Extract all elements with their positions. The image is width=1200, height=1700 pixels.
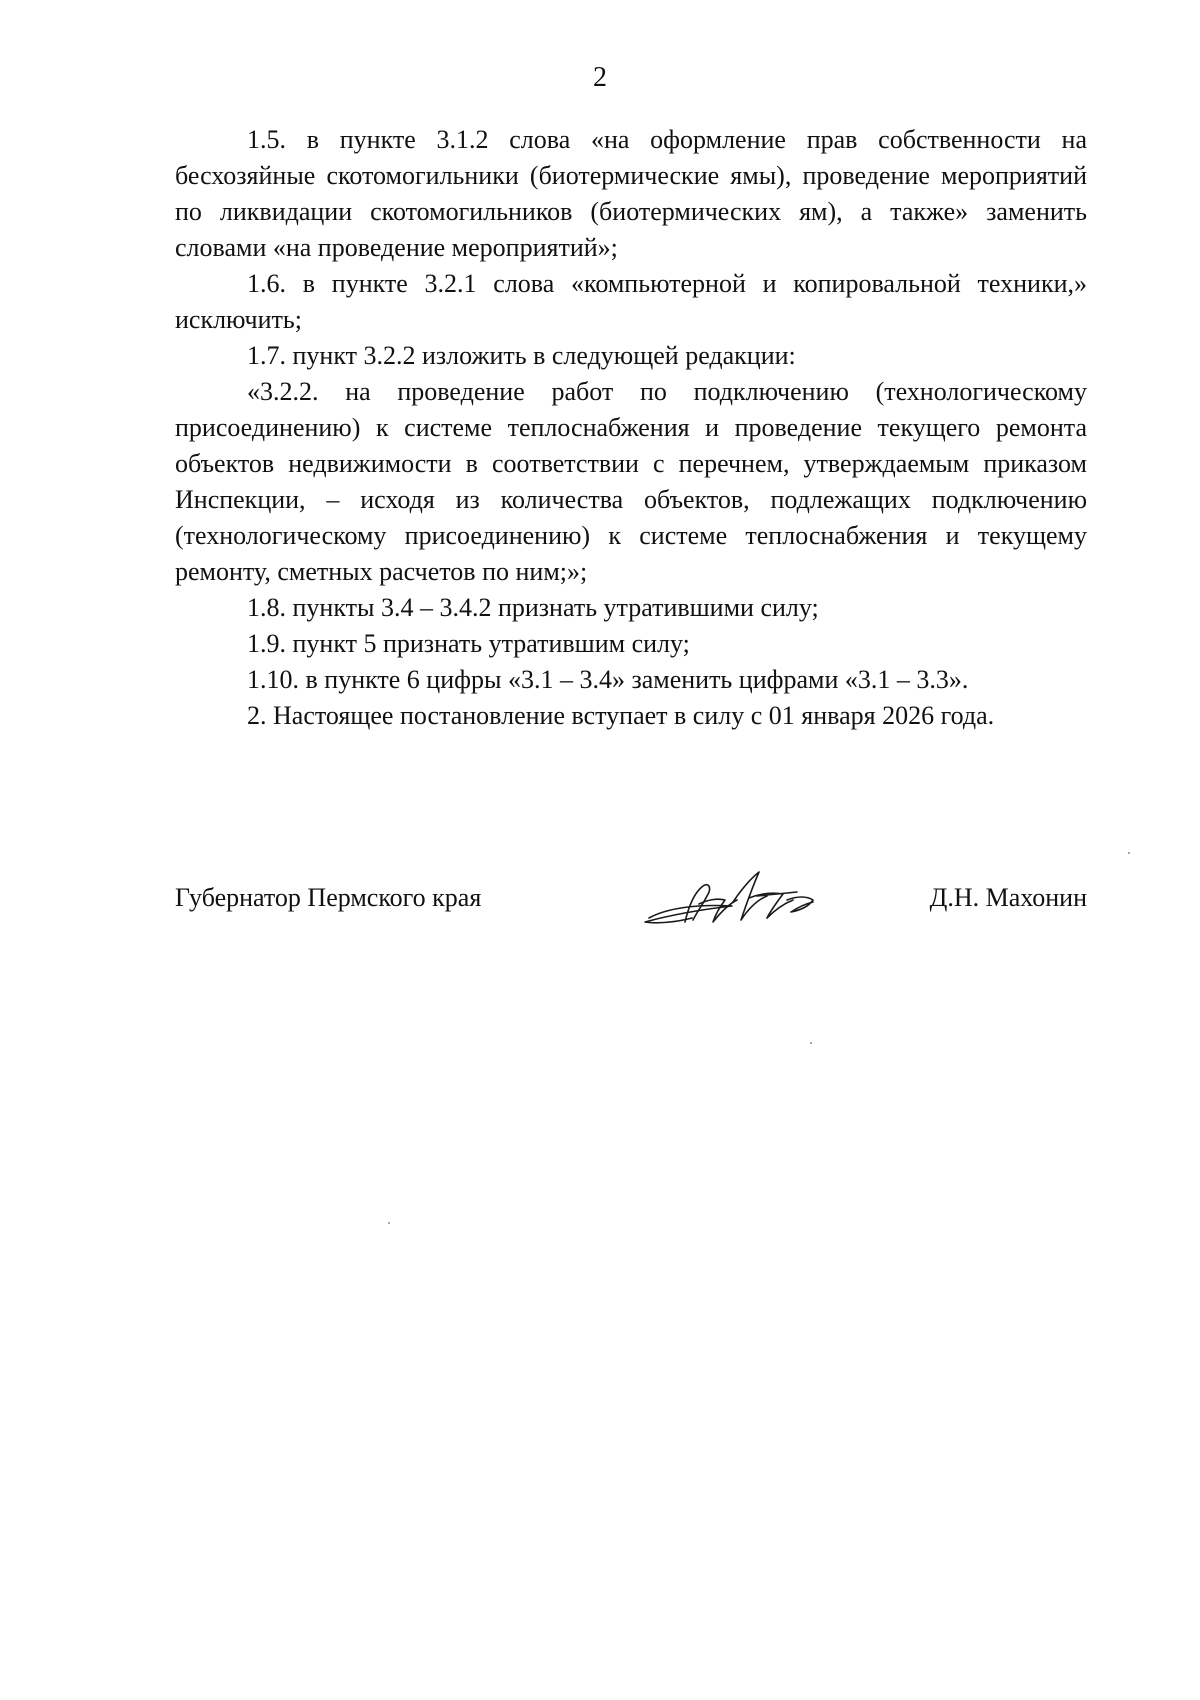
paragraph-1-9: 1.9. пункт 5 признать утратившим силу; [247,629,690,658]
paragraph-1-6: 1.6. в пункте 3.2.1 слова «компьютерной и копировальной техники,» исключить; [175,269,1087,334]
scan-speck [388,1222,390,1224]
scan-speck [810,1042,812,1044]
page-number: 2 [593,62,607,93]
scan-speck [1128,852,1130,854]
paragraph-1-8: 1.8. пункты 3.4 – 3.4.2 признать утратившими силу; [247,593,819,622]
paragraph-3-2-2-quote: «3.2.2. на проведение работ по подключению (технологическому присоединению) к системе теплоснабжения и проведение текущего ремонта объектов недвижимости в соответствии с перечнем, утверждаемым приказом Инспекции, – исходя из количества объектов, подлежащих подключению (технологическому присоединению) к системе теплоснабжения и текущему ремонту, сметных расчетов по ним;»; [175,377,1087,586]
paragraph-2: 2. Настоящее постановление вступает в силу с 01 января 2026 года. [247,701,995,730]
signer-title: Губернатор Пермского края [175,883,482,912]
paragraph-1-5: 1.5. в пункте 3.1.2 слова «на оформление прав собственности на бесхозяйные скотомогильники (биотермические ямы), проведение мероприятий по ликвидации скотомогильников (биотермических ям), а также» заменить словами «на проведение мероприятий»; [175,125,1087,262]
signature-block [175,860,1087,940]
paragraph-1-7: 1.7. пункт 3.2.2 изложить в следующей редакции: [247,341,796,370]
paragraph-1-10: 1.10. в пункте 6 цифры «3.1 – 3.4» заменить цифрами «3.1 – 3.3». [247,665,969,694]
signer-name: Д.Н. Махонин [929,883,1087,912]
handwritten-signature [637,860,827,940]
document-body [175,122,1087,734]
